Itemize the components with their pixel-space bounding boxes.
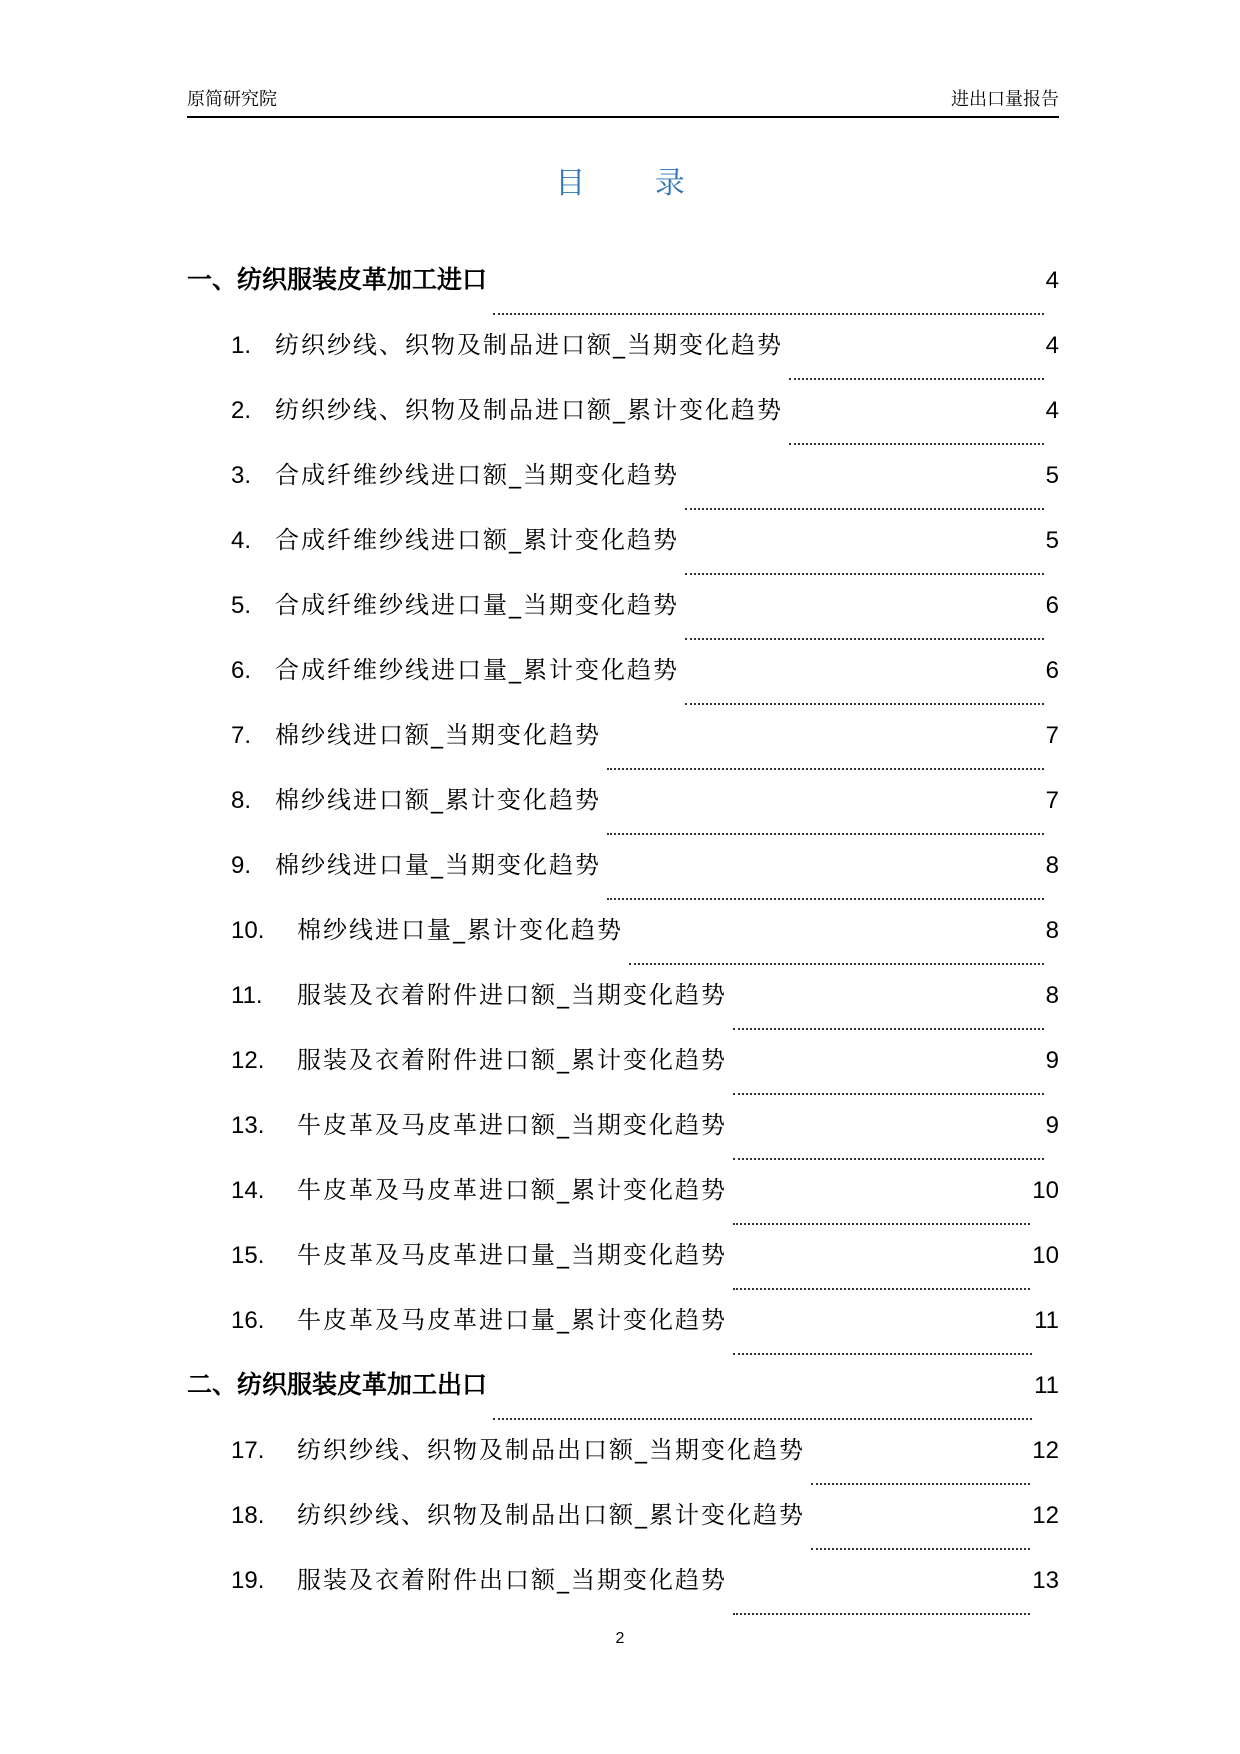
dot-leader [629, 963, 1044, 965]
dot-leader [685, 573, 1044, 575]
toc-item-entry[interactable] [187, 325, 1059, 390]
toc-item-entry[interactable] [187, 1235, 1059, 1300]
toc-entry-page: 5 [1045, 462, 1059, 489]
dot-leader [493, 313, 1044, 315]
toc-item-entry[interactable] [187, 1040, 1059, 1105]
toc-item-entry[interactable] [187, 845, 1059, 910]
toc-entry-number: 1. [231, 332, 252, 359]
toc-entry-page: 12 [1032, 1502, 1059, 1529]
toc-entry-label: 服装及衣着附件进口额_当期变化趋势 [297, 981, 727, 1009]
toc-entry-page: 10 [1032, 1242, 1059, 1269]
toc-entry-page: 9 [1045, 1112, 1059, 1139]
toc-item-entry[interactable] [187, 780, 1059, 845]
toc-entry-number: 15. [231, 1242, 265, 1269]
toc-entry-label: 棉纱线进口量_累计变化趋势 [297, 916, 623, 944]
toc-entry-number: 4. [231, 527, 252, 554]
dot-leader [733, 1288, 1030, 1290]
toc-entry-page: 10 [1032, 1177, 1059, 1204]
toc-entry-page: 6 [1045, 592, 1059, 619]
dot-leader [811, 1548, 1030, 1550]
toc-entry-number: 11. [231, 982, 263, 1009]
toc-section-entry[interactable] [187, 260, 1059, 325]
dot-leader [607, 833, 1044, 835]
dot-leader [811, 1483, 1030, 1485]
toc-item-entry[interactable] [187, 1105, 1059, 1170]
table-of-contents [187, 260, 1059, 1625]
toc-entry-number: 12. [231, 1047, 265, 1074]
toc-entry-number: 14. [231, 1177, 265, 1204]
toc-entry-label: 棉纱线进口额_当期变化趋势 [275, 721, 601, 749]
toc-entry-label: 服装及衣着附件进口额_累计变化趋势 [297, 1046, 727, 1074]
page-header [187, 86, 1059, 118]
toc-entry-page: 4 [1045, 332, 1059, 359]
page-number: 2 [615, 1630, 625, 1647]
toc-item-entry[interactable] [187, 1495, 1059, 1560]
toc-item-entry[interactable] [187, 390, 1059, 455]
toc-entry-page: 11 [1034, 1307, 1059, 1334]
toc-entry-label: 合成纤维纱线进口量_当期变化趋势 [275, 591, 679, 619]
toc-item-entry[interactable] [187, 520, 1059, 585]
toc-item-entry[interactable] [187, 910, 1059, 975]
toc-entry-label: 合成纤维纱线进口额_累计变化趋势 [275, 526, 679, 554]
dot-leader [733, 1093, 1044, 1095]
toc-entry-number: 5. [231, 592, 252, 619]
dot-leader [607, 898, 1044, 900]
toc-entry-number: 9. [231, 852, 252, 879]
toc-entry-number: 10. [231, 917, 265, 944]
toc-entry-page: 8 [1045, 982, 1059, 1009]
toc-entry-number: 17. [231, 1437, 265, 1464]
toc-entry-page: 11 [1034, 1372, 1059, 1399]
toc-entry-label: 一、纺织服装皮革加工进口 [187, 265, 488, 294]
dot-leader [685, 638, 1044, 640]
toc-entry-label: 纺织纱线、织物及制品进口额_当期变化趋势 [275, 331, 783, 359]
dot-leader [733, 1028, 1044, 1030]
toc-entry-number: 7. [231, 722, 252, 749]
toc-entry-number: 16. [231, 1307, 265, 1334]
header-org: 原简研究院 [187, 89, 277, 110]
toc-entry-page: 13 [1032, 1567, 1059, 1594]
toc-entry-label: 牛皮革及马皮革进口额_当期变化趋势 [297, 1111, 727, 1139]
toc-entry-page: 8 [1045, 852, 1059, 879]
toc-entry-number: 13. [231, 1112, 265, 1139]
dot-leader [685, 703, 1044, 705]
toc-entry-page: 9 [1045, 1047, 1059, 1074]
toc-entry-number: 3. [231, 462, 252, 489]
dot-leader [733, 1353, 1032, 1355]
dot-leader [733, 1613, 1030, 1615]
toc-entry-label: 牛皮革及马皮革进口量_累计变化趋势 [297, 1306, 727, 1334]
toc-entry-label: 服装及衣着附件出口额_当期变化趋势 [297, 1566, 727, 1594]
toc-item-entry[interactable] [187, 1300, 1059, 1365]
toc-entry-number: 2. [231, 397, 252, 424]
toc-entry-page: 8 [1045, 917, 1059, 944]
toc-item-entry[interactable] [187, 585, 1059, 650]
toc-entry-label: 合成纤维纱线进口额_当期变化趋势 [275, 461, 679, 489]
dot-leader [789, 378, 1044, 380]
toc-title: 目 录 [555, 166, 715, 201]
header-report-title: 进出口量报告 [951, 89, 1059, 110]
dot-leader [607, 768, 1044, 770]
dot-leader [493, 1418, 1032, 1420]
dot-leader [685, 508, 1044, 510]
toc-entry-page: 4 [1045, 397, 1059, 424]
toc-entry-label: 纺织纱线、织物及制品出口额_累计变化趋势 [297, 1501, 805, 1529]
toc-entry-page: 6 [1045, 657, 1059, 684]
toc-entry-label: 棉纱线进口量_当期变化趋势 [275, 851, 601, 879]
toc-entry-number: 19. [231, 1567, 265, 1594]
toc-item-entry[interactable] [187, 1430, 1059, 1495]
toc-entry-page: 7 [1045, 722, 1059, 749]
toc-item-entry[interactable] [187, 650, 1059, 715]
toc-entry-label: 纺织纱线、织物及制品出口额_当期变化趋势 [297, 1436, 805, 1464]
toc-entry-page: 7 [1045, 787, 1059, 814]
toc-entry-label: 纺织纱线、织物及制品进口额_累计变化趋势 [275, 396, 783, 424]
toc-item-entry[interactable] [187, 1170, 1059, 1235]
toc-entry-number: 18. [231, 1502, 265, 1529]
toc-item-entry[interactable] [187, 1560, 1059, 1625]
toc-entry-label: 牛皮革及马皮革进口额_累计变化趋势 [297, 1176, 727, 1204]
toc-entry-label: 二、纺织服装皮革加工出口 [187, 1370, 488, 1399]
toc-entry-label: 棉纱线进口额_累计变化趋势 [275, 786, 601, 814]
toc-item-entry[interactable] [187, 715, 1059, 780]
dot-leader [733, 1223, 1030, 1225]
toc-section-entry[interactable] [187, 1365, 1059, 1430]
toc-entry-number: 8. [231, 787, 252, 814]
toc-entry-page: 12 [1032, 1437, 1059, 1464]
toc-entry-page: 4 [1045, 267, 1059, 294]
toc-entry-label: 合成纤维纱线进口量_累计变化趋势 [275, 656, 679, 684]
toc-item-entry[interactable] [187, 975, 1059, 1040]
toc-entry-number: 6. [231, 657, 252, 684]
dot-leader [789, 443, 1044, 445]
toc-entry-page: 5 [1045, 527, 1059, 554]
toc-entry-label: 牛皮革及马皮革进口量_当期变化趋势 [297, 1241, 727, 1269]
toc-item-entry[interactable] [187, 455, 1059, 520]
dot-leader [733, 1158, 1044, 1160]
